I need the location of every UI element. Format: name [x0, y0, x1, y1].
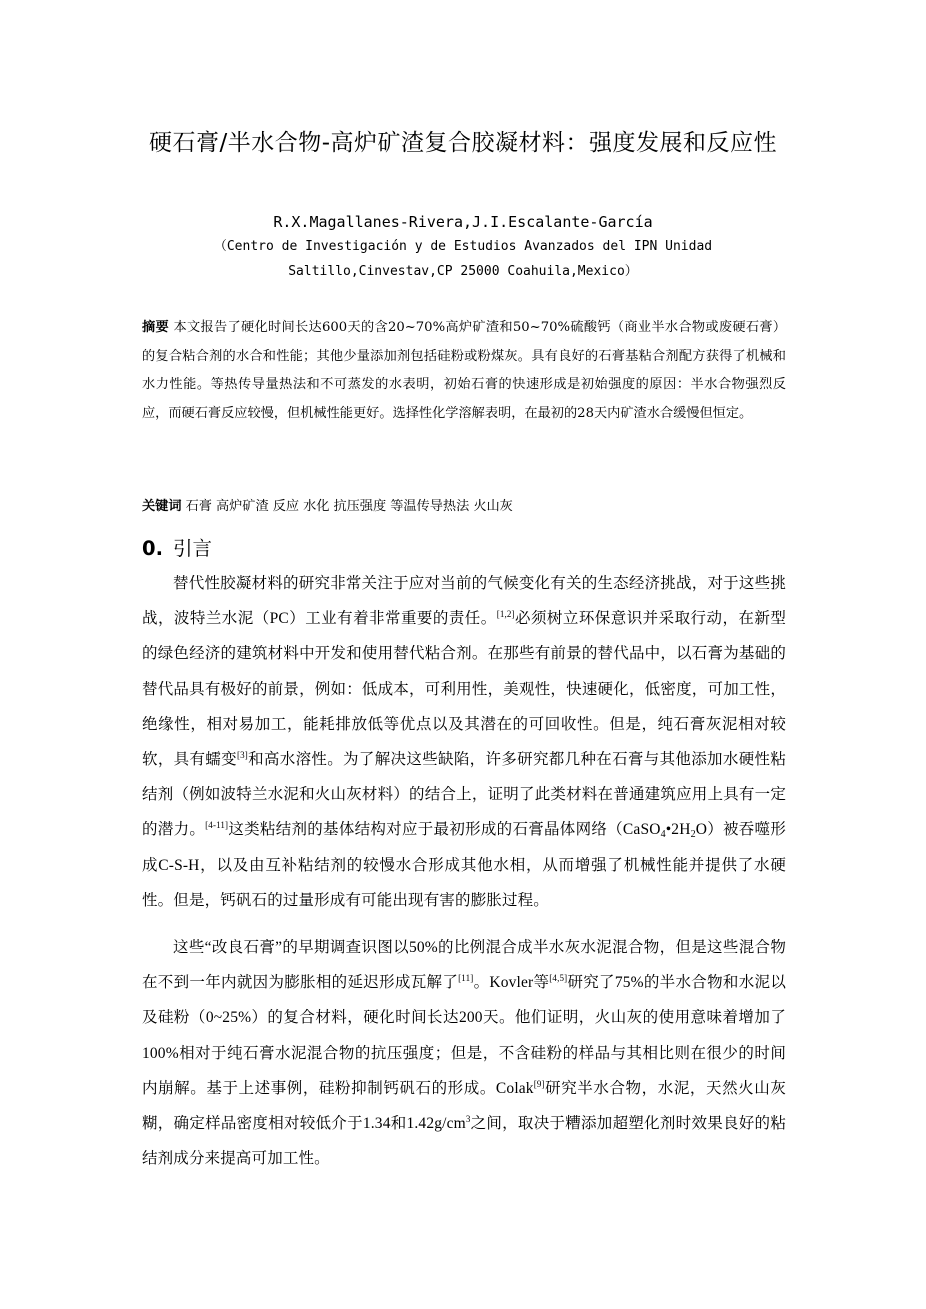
- keywords-label: 关键词: [142, 499, 182, 514]
- abstract-label: 摘要: [142, 320, 169, 335]
- citation: [1,2]: [496, 609, 515, 620]
- citation: [3]: [236, 750, 248, 761]
- citation: [4,5]: [549, 973, 568, 984]
- citation: [4-11]: [205, 820, 229, 831]
- paragraph-text: 。Kovler等: [473, 974, 550, 992]
- author-list: R.X.Magallanes-Rivera,J.I.Escalante-García: [273, 213, 653, 231]
- affiliation: [170, 234, 756, 284]
- body-paragraph-1: [142, 566, 786, 918]
- paragraph-text: •2H: [665, 821, 691, 839]
- keyword-item: 火山灰: [473, 499, 513, 514]
- section-number: 0.: [142, 537, 163, 560]
- keyword-item: 高炉矿渣: [215, 499, 269, 514]
- subscript: 4: [660, 829, 666, 841]
- keywords: [142, 494, 786, 520]
- section-title: 引言: [172, 537, 212, 560]
- body-paragraph-2: [142, 930, 786, 1176]
- paragraph-text: 必须树立环保意识并采取行动，在新型的绿色经济的建筑材料中开发和使用替代粘合剂。在那些有前景的替代品中，以石膏为基础的替代品具有极好的前景，例如：低成本，可利用性，美观性，快速硬化，低密度，可加工性，绝缘性，相对易加工，能耗排放低等优点以及其潜在的可回收性。但是，纯石膏灰泥相对较软，具有蠕变: [142, 610, 786, 769]
- paragraph-text: O）被吞噬形成C-S-H，以及由互补粘结剂的较慢水合形成其他水相，从而增强了机械性能并提供了水硬性。但是，钙矾石的过量形成有可能出现有害的膨胀过程。: [142, 821, 786, 909]
- keyword-item: 抗压强度: [333, 499, 387, 514]
- abstract-text: 本文报告了硬化时间长达600天的含20~70%高炉矿渣和50~70%硫酸钙（商业半水合物或废硬石膏）的复合粘合剂的水合和性能；其他少量添加剂包括硅粉或粉煤灰。具有良好的石膏基粘合剂配方获得了机械和水力性能。等热传导量热法和不可蒸发的水表明，初始石膏的快速形成是初始强度的原因：半水合物强烈反应，而硬石膏反应较慢，但机械性能更好。选择性化学溶解表明，在最初的28天内矿渣水合缓慢但恒定。: [142, 320, 787, 422]
- citation: [9]: [533, 1078, 545, 1089]
- keyword-item: 石膏: [185, 499, 212, 514]
- paragraph-text: 之间，取决于糟添加超塑化剂时效果良好的粘结剂成分来提高可加工性。: [142, 1115, 786, 1168]
- affiliation-line-2: Saltillo,Cinvestav,CP 25000 Coahuila,Mexico）: [288, 264, 638, 279]
- citation: [11]: [458, 973, 474, 984]
- paragraph-text: 研究半水合物，水泥，天然火山灰糊，确定样品密度相对较低介于1.34和1.42g/cm: [142, 1079, 786, 1133]
- paragraph-text: 研究了75%的半水合物和水泥以及硅粉（0~25%）的复合材料，硬化时间长达200天。他们证明，火山灰的使用意味着增加了100%相对于纯石膏水泥混合物的抗压强度；但是，不含硅粉的样品与其相比则在很少的时间内崩解。基于上述事例，硅粉抑制钙矾石的形成。Colak: [142, 974, 786, 1097]
- keyword-item: 水化: [303, 499, 330, 514]
- paragraph-text: 这类粘结剂的基体结构对应于最初形成的石膏晶体网络（CaSO: [228, 821, 661, 839]
- paper-title: 硬石膏/半水合物-高炉矿渣复合胶凝材料：强度发展和反应性: [148, 130, 778, 156]
- keyword-item: 反应: [272, 499, 300, 514]
- paragraph-text: 这些“改良石膏”的早期调查识图以50%的比例混合成半水灰水泥混合物，但是这些混合物在不到一年内就因为膨胀相的延迟形成瓦解了: [142, 939, 786, 992]
- abstract: [142, 314, 786, 429]
- subscript: 2: [690, 829, 696, 841]
- paragraph-text: 替代性胶凝材料的研究非常关注于应对当前的气候变化有关的生态经济挑战，对于这些挑战，波特兰水泥（PC）工业有着非常重要的责任。: [142, 575, 786, 628]
- section-heading: [142, 533, 786, 565]
- superscript: 3: [465, 1114, 471, 1125]
- affiliation-line-1: （Centro de Investigación y de Estudios Avanzados del IPN Unidad: [213, 239, 713, 254]
- keyword-item: 等温传导热法: [390, 499, 470, 514]
- paragraph-text: 和高水溶性。为了解决这些缺陷，许多研究都几种在石膏与其他添加水硬性粘结剂（例如波特兰水泥和火山灰材料）的结合上，证明了此类材料在普通建筑应用上具有一定的潜力。: [142, 751, 787, 839]
